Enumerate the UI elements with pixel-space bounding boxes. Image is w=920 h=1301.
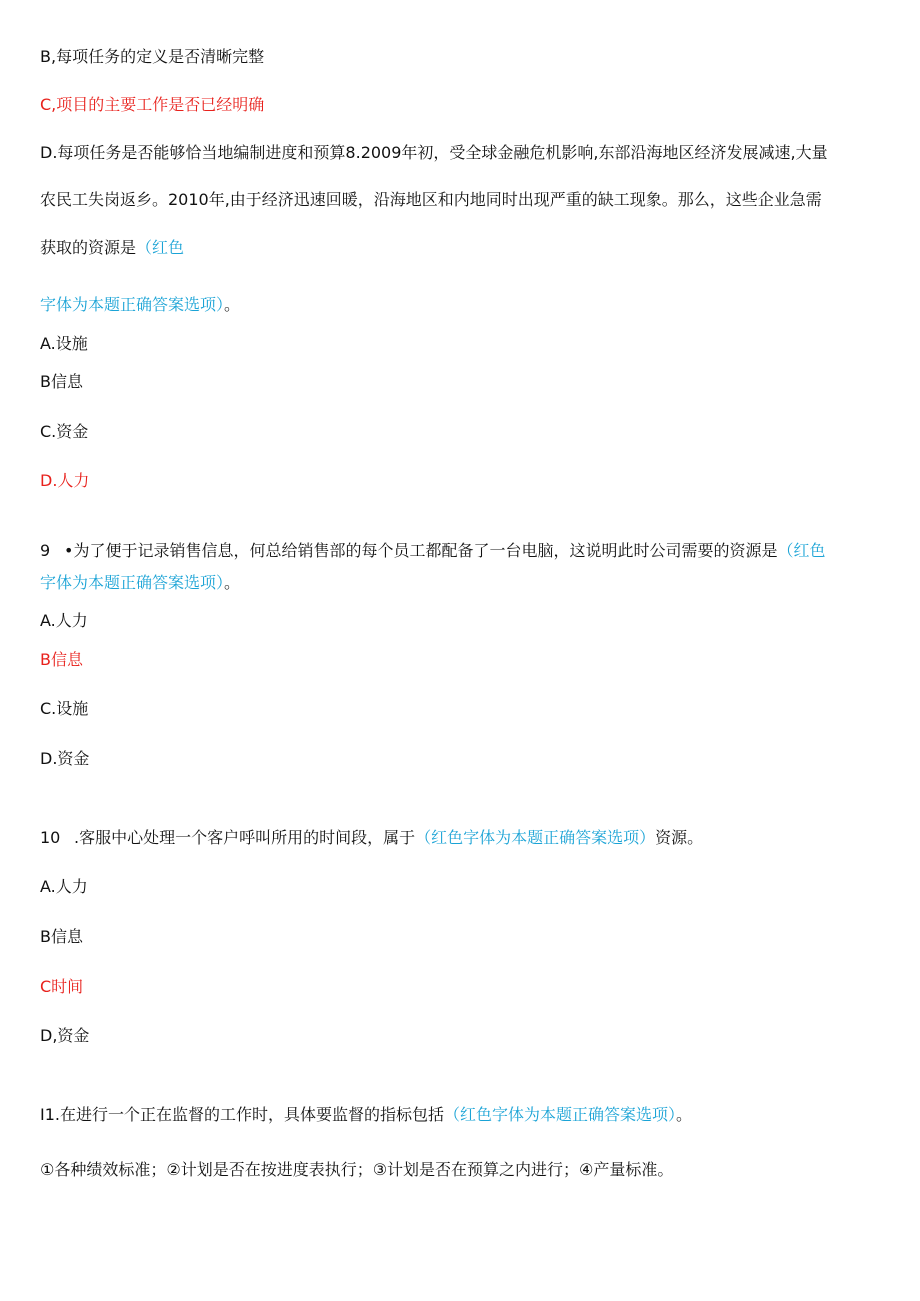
q10-end: 资源。 [655,828,704,847]
q9-number: 9 [40,541,51,560]
q8-option-d-correct: D.人力 [40,471,90,490]
q10-option-c-correct: C时间 [40,977,84,996]
q10-hint: （红色字体为本题正确答案选项） [415,828,656,847]
q10-number: 10 [40,828,61,847]
q9-option-c: C.设施 [40,699,89,718]
q8-option-c: C.资金 [40,422,89,441]
q9-option-a: A.人力 [40,611,88,630]
q10-option-d: D,资金 [40,1026,90,1045]
q8-text-tail: 获取的资源是 [40,238,137,257]
q9-hint-part1: （红色 [777,541,826,560]
q10-option-a: A.人力 [40,877,88,896]
q9-hint-line [40,573,240,593]
q10-question-line [40,828,703,848]
q9-hint-part2: 字体为本题正确答案选项） [40,573,225,592]
q8-text-line3 [40,238,184,258]
q11-hint: （红色字体为本题正确答案选项） [444,1105,677,1124]
q8-option-a: A.设施 [40,334,88,353]
q8-option-b: B信息 [40,372,83,391]
q11-number: I1. [40,1105,60,1124]
q8-end: 。 [224,295,241,314]
q11-text: 在进行一个正在监督的工作时，具体要监督的指标包括 [59,1105,444,1124]
q9-option-b-correct: B信息 [40,650,83,669]
q10-option-b: B信息 [40,927,83,946]
q11-statement: ①各种绩效标准；②计划是否在按进度表执行；③计划是否在预算之内进行；④产量标准。 [40,1160,674,1179]
prev-option-c-correct: C,项目的主要工作是否已经明确 [40,95,265,114]
q8-number: 8. [345,143,361,162]
q9-end: 。 [224,573,241,592]
q8-hint-part2: 字体为本题正确答案选项） [40,295,225,314]
prev-option-d: D.每项任务是否能够恰当地编制进度和预算 [40,143,346,162]
q8-first-line [40,143,828,163]
q8-text-line2: 农民工失岗返乡。2010年,由于经济迅速回暖，沿海地区和内地同时出现严重的缺工现象。那么，这些企业急需 [40,190,822,209]
q9-text: •为了便于记录销售信息，何总给销售部的每个员工都配备了一台电脑，这说明此时公司需要的资源是 [64,541,778,560]
q10-text: .客服中心处理一个客户呼叫所用的时间段，属于 [74,828,416,847]
q9-option-d: D.资金 [40,749,90,768]
prev-option-b: B,每项任务的定义是否清晰完整 [40,47,265,66]
q11-end: 。 [676,1105,693,1124]
q8-hint-part1: （红色 [136,238,185,257]
q8-hint-line [40,295,240,315]
q8-text-line1: 2009年初，受全球金融危机影响,东部沿海地区经济发展减速,大量 [360,143,828,162]
q9-question-line [40,541,825,561]
q11-question-line [40,1105,692,1125]
